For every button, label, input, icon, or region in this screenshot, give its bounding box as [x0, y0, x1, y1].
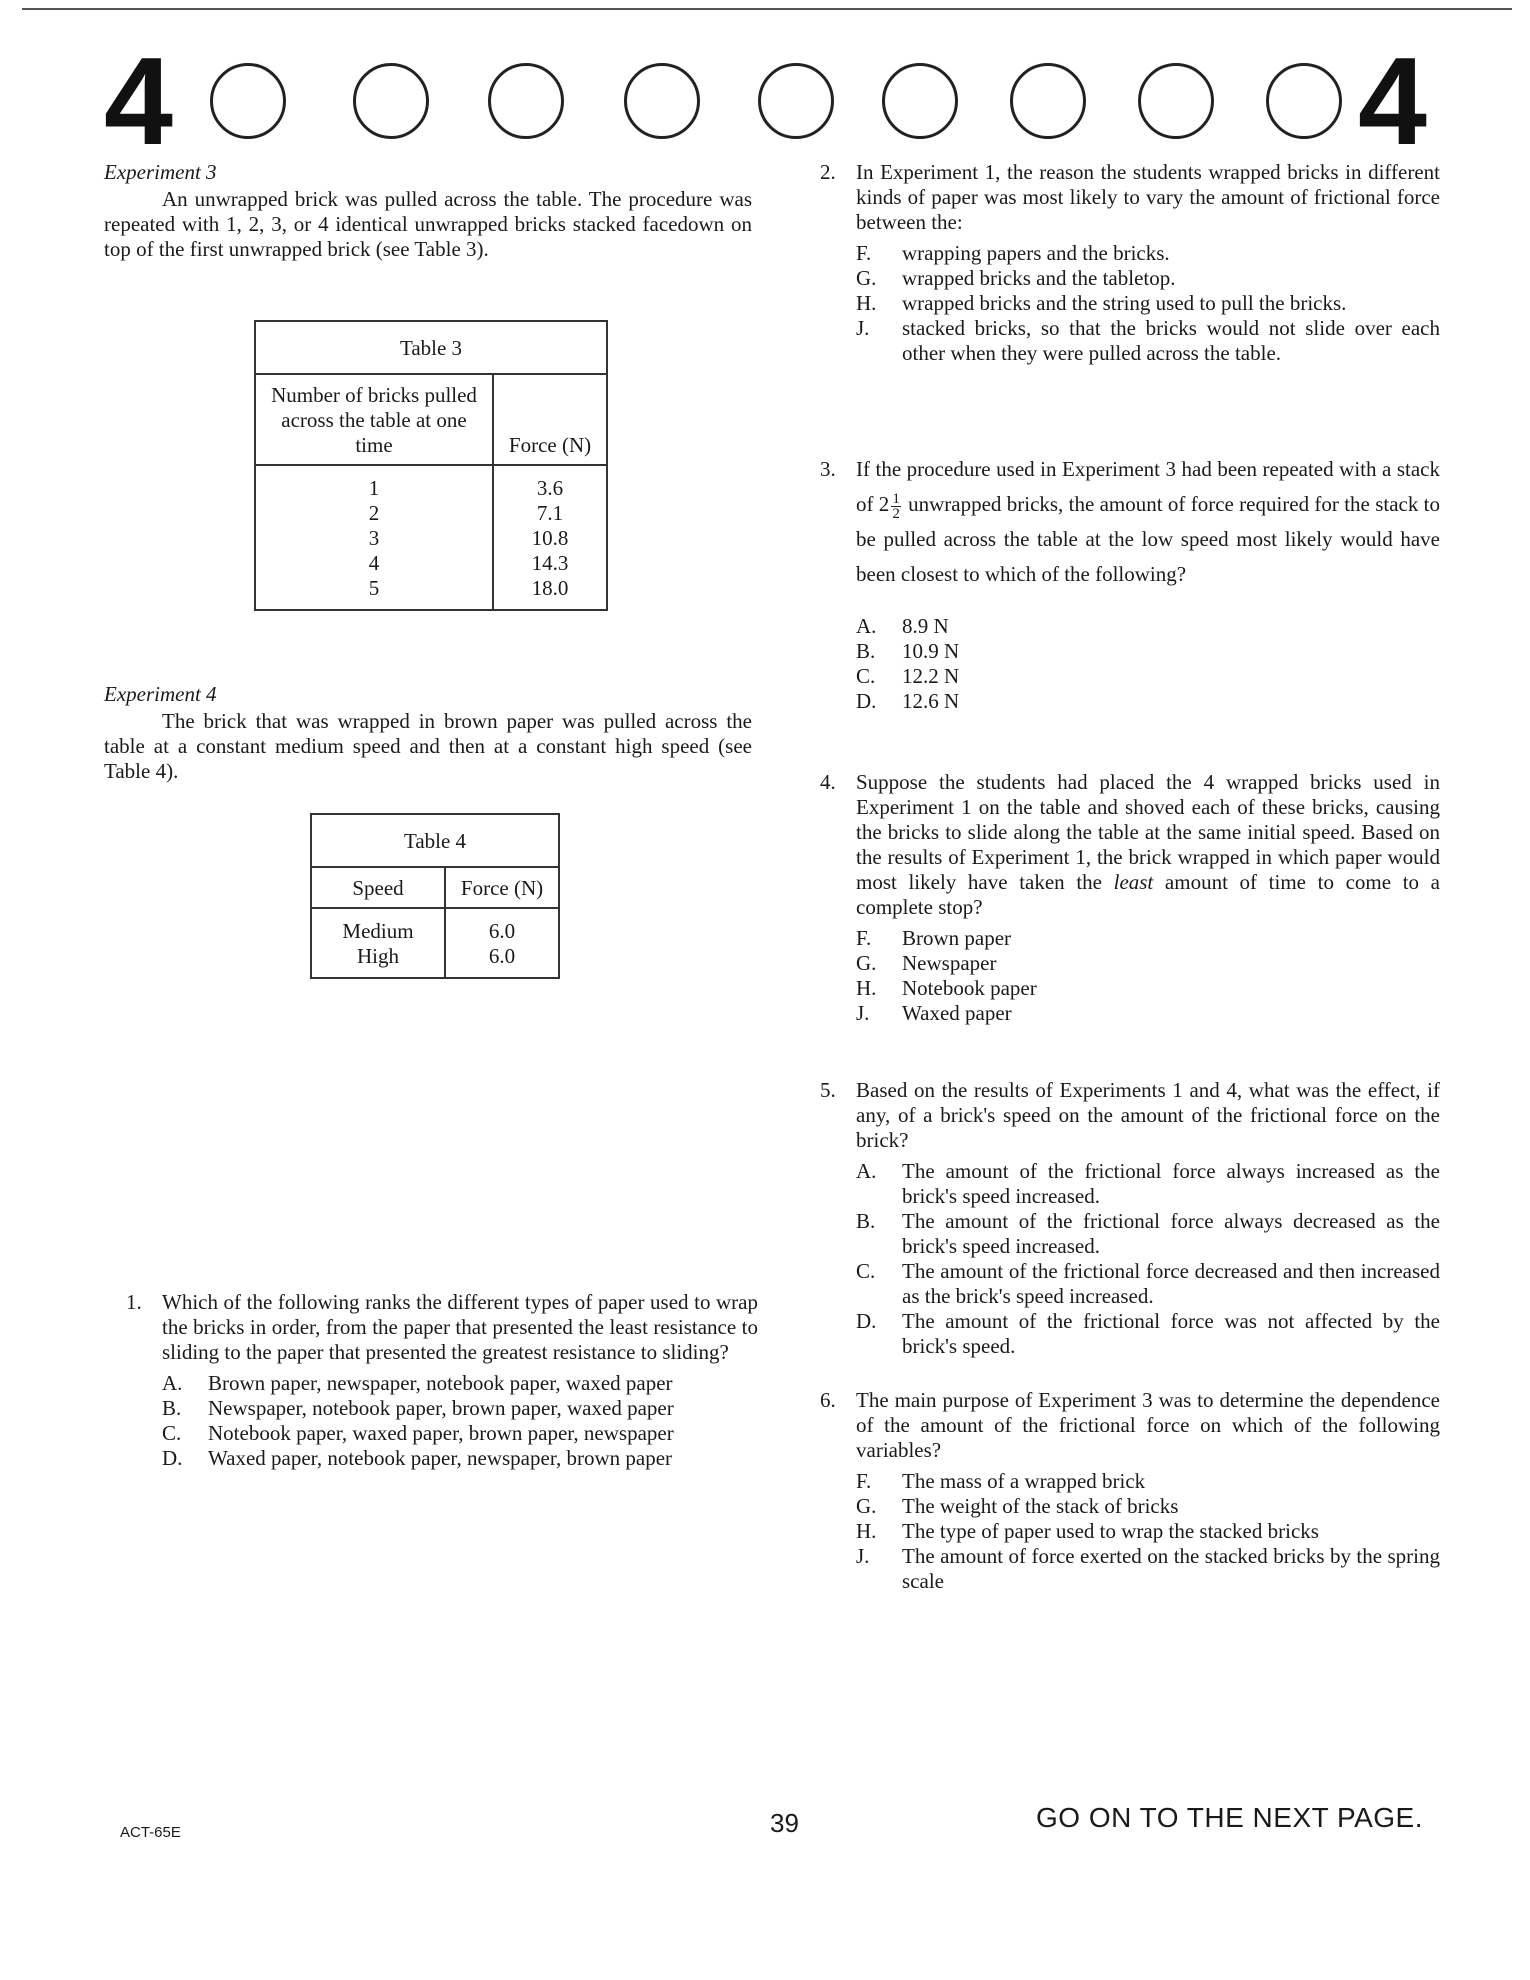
- option-text: Newspaper: [902, 951, 997, 975]
- table-3-force-column: [493, 465, 607, 610]
- option-letter: B.: [856, 1209, 876, 1233]
- question-number: 4.: [820, 770, 836, 794]
- decorative-circle: [1266, 63, 1342, 139]
- experiment-4-title: Experiment 4: [104, 682, 217, 706]
- experiment-4-text: The brick that was wrapped in brown paper was pulled across the table at a constant medium speed and then at a constant high speed (see Table 4).: [104, 709, 752, 783]
- option-letter: A.: [856, 1159, 877, 1183]
- option-text: wrapping papers and the bricks.: [902, 241, 1170, 265]
- next-page-notice: GO ON TO THE NEXT PAGE.: [1036, 1802, 1423, 1833]
- experiment-3-text: An unwrapped brick was pulled across the table. The procedure was repeated with 1, 2, 3, or 4 identical unwrapped bricks stacked facedown on top of the first unwrapped brick (see Table 3).: [104, 187, 752, 261]
- answer-option-j[interactable]: [856, 1544, 1440, 1594]
- table-4-speed-column: [311, 908, 445, 978]
- question-stem-part: amount of time to come to a complete stop?: [856, 870, 1440, 919]
- answer-option-h[interactable]: [856, 291, 1440, 316]
- question-stem: Which of the following ranks the different types of paper used to wrap the bricks in order, from the paper that presented the least resistance to sliding to the paper that presented the greatest resistance to sliding?: [162, 1290, 758, 1364]
- table-cell: 3: [368, 526, 380, 550]
- table-cell: 18.0: [531, 576, 569, 600]
- question-5: [820, 1078, 1440, 1359]
- answer-options: [856, 1159, 1440, 1359]
- option-letter: C.: [162, 1421, 182, 1445]
- answer-option-h[interactable]: [856, 1519, 1440, 1544]
- question-4: [820, 770, 1440, 1026]
- answer-option-f[interactable]: [856, 1469, 1440, 1494]
- question-stem-emphasis: least: [1113, 870, 1154, 894]
- answer-options: [856, 241, 1440, 366]
- table-4-force-column: [445, 908, 559, 978]
- experiment-3-title: Experiment 3: [104, 160, 217, 184]
- question-number: 1.: [126, 1290, 142, 1314]
- option-letter: G.: [856, 266, 877, 290]
- option-letter: D.: [856, 1309, 877, 1333]
- answer-option-b[interactable]: [856, 639, 1440, 664]
- table-3-bricks-column: [255, 465, 493, 610]
- option-letter: H.: [856, 976, 877, 1000]
- answer-option-j[interactable]: [856, 1001, 1440, 1026]
- table-cell: High: [357, 944, 399, 968]
- answer-option-d[interactable]: [856, 1309, 1440, 1359]
- option-letter: D.: [162, 1446, 183, 1470]
- question-stem: [856, 770, 1440, 920]
- option-text: The amount of the frictional force always increased as the brick's speed increased.: [902, 1159, 1440, 1208]
- question-stem: [856, 452, 1440, 592]
- fraction: [891, 492, 901, 521]
- decorative-circle: [1138, 63, 1214, 139]
- option-text: wrapped bricks and the string used to pull the bricks.: [902, 291, 1347, 315]
- table-cell: 6.0: [488, 919, 516, 943]
- option-text: Brown paper, newspaper, notebook paper, waxed paper: [208, 1371, 673, 1395]
- option-text: The amount of force exerted on the stacked bricks by the spring scale: [902, 1544, 1440, 1593]
- table-cell: 1: [368, 476, 380, 500]
- question-number: 3.: [820, 457, 836, 481]
- table-cell: 3.6: [536, 476, 564, 500]
- table-4-header-speed: Speed: [311, 867, 445, 908]
- table-cell: 10.8: [531, 526, 569, 550]
- question-stem: In Experiment 1, the reason the students wrapped bricks in different kinds of paper was most likely to vary the amount of frictional force between the:: [856, 160, 1440, 234]
- question-stem: The main purpose of Experiment 3 was to determine the dependence of the amount of the frictional force on which of the following variables?: [856, 1388, 1440, 1462]
- option-text: The amount of the frictional force decreased and then increased as the brick's speed increased.: [902, 1259, 1440, 1308]
- table-3-caption: Table 3: [255, 321, 607, 374]
- option-letter: A.: [856, 614, 877, 638]
- option-text: 8.9 N: [902, 614, 949, 638]
- question-6: [820, 1388, 1440, 1594]
- option-letter: J.: [856, 1544, 870, 1568]
- question-number: 2.: [820, 160, 836, 184]
- table-4-header-force: Force (N): [445, 867, 559, 908]
- answer-option-b[interactable]: [162, 1396, 758, 1421]
- option-text: 12.6 N: [902, 689, 960, 713]
- answer-circles-row: [210, 63, 1410, 143]
- table-cell: 7.1: [536, 501, 564, 525]
- page-number: 39: [770, 1808, 799, 1838]
- option-text: The amount of the frictional force always decreased as the brick's speed increased.: [902, 1209, 1440, 1258]
- option-letter: H.: [856, 1519, 877, 1543]
- answer-options: [162, 1371, 758, 1471]
- answer-option-c[interactable]: [162, 1421, 758, 1446]
- answer-option-g[interactable]: [856, 1494, 1440, 1519]
- answer-option-a[interactable]: [856, 1159, 1440, 1209]
- table-cell: 5: [368, 576, 380, 600]
- answer-option-a[interactable]: [856, 614, 1440, 639]
- question-2: [820, 160, 1440, 366]
- experiment-4-block: [104, 682, 752, 784]
- option-letter: B.: [856, 639, 876, 663]
- option-letter: G.: [856, 1494, 877, 1518]
- answer-option-a[interactable]: [162, 1371, 758, 1396]
- question-3: [820, 452, 1440, 714]
- decorative-circle: [758, 63, 834, 139]
- table-cell: 4: [368, 551, 380, 575]
- question-stem-part: unwrapped bricks, the amount of force required for the stack to be pulled across the table at the low speed most likely would have been closest to which of the following?: [856, 492, 1440, 586]
- top-rule: [22, 8, 1512, 10]
- answer-option-g[interactable]: [856, 951, 1440, 976]
- table-cell: 2: [368, 501, 380, 525]
- question-stem: Based on the results of Experiments 1 and 4, what was the effect, if any, of a brick's speed on the amount of the frictional force on the brick?: [856, 1078, 1440, 1152]
- option-letter: J.: [856, 316, 870, 340]
- answer-option-c[interactable]: [856, 1259, 1440, 1309]
- option-text: The mass of a wrapped brick: [902, 1469, 1146, 1493]
- option-text: Waxed paper: [902, 1001, 1012, 1025]
- table-cell: Medium: [342, 919, 414, 943]
- table-cell: 14.3: [531, 551, 569, 575]
- answer-option-g[interactable]: [856, 266, 1440, 291]
- section-number-left: 4: [104, 33, 173, 171]
- test-code: ACT-65E: [120, 1824, 181, 1841]
- answer-options: [856, 1469, 1440, 1594]
- decorative-circle: [1010, 63, 1086, 139]
- decorative-circle: [624, 63, 700, 139]
- decorative-circle: [882, 63, 958, 139]
- option-text: 10.9 N: [902, 639, 960, 663]
- question-1: [126, 1290, 758, 1471]
- answer-option-d[interactable]: [856, 689, 1440, 714]
- decorative-circle: [353, 63, 429, 139]
- table-3-header-force: Force (N): [493, 374, 607, 465]
- option-letter: C.: [856, 1259, 876, 1283]
- option-text: The amount of the frictional force was not affected by the brick's speed.: [902, 1309, 1440, 1358]
- option-text: Newspaper, notebook paper, brown paper, waxed paper: [208, 1396, 674, 1420]
- table-3: [254, 320, 608, 611]
- option-text: 12.2 N: [902, 664, 960, 688]
- experiment-3-block: [104, 160, 752, 262]
- answer-option-f[interactable]: [856, 241, 1440, 266]
- table-cell: 6.0: [488, 944, 516, 968]
- fraction-denominator: 2: [892, 505, 900, 522]
- answer-option-f[interactable]: [856, 926, 1440, 951]
- answer-options: [856, 614, 1440, 714]
- fraction-numerator: 1: [892, 490, 900, 507]
- table-3-header-bricks: Number of bricks pulled across the table at one time: [255, 374, 493, 465]
- option-letter: D.: [856, 689, 877, 713]
- answer-option-c[interactable]: [856, 664, 1440, 689]
- option-text: The weight of the stack of bricks: [902, 1494, 1179, 1518]
- option-text: The type of paper used to wrap the stacked bricks: [902, 1519, 1319, 1543]
- decorative-circle: [488, 63, 564, 139]
- option-letter: F.: [856, 926, 872, 950]
- option-letter: H.: [856, 291, 877, 315]
- option-letter: G.: [856, 951, 877, 975]
- answer-option-b[interactable]: [856, 1209, 1440, 1259]
- decorative-circle: [210, 63, 286, 139]
- option-letter: F.: [856, 1469, 872, 1493]
- option-letter: C.: [856, 664, 876, 688]
- option-text: Notebook paper, waxed paper, brown paper, newspaper: [208, 1421, 674, 1445]
- section-number-right: 4: [1358, 33, 1427, 171]
- option-letter: F.: [856, 241, 872, 265]
- option-text: wrapped bricks and the tabletop.: [902, 266, 1176, 290]
- option-letter: B.: [162, 1396, 182, 1420]
- answer-option-j[interactable]: [856, 316, 1440, 366]
- table-4: [310, 813, 560, 979]
- answer-option-h[interactable]: [856, 976, 1440, 1001]
- question-stem-part: If the procedure used in Experiment 3 had been repeated with a stack of 2: [856, 457, 1440, 516]
- option-text: Waxed paper, notebook paper, newspaper, brown paper: [208, 1446, 673, 1470]
- question-number: 5.: [820, 1078, 836, 1102]
- option-text: Brown paper: [902, 926, 1012, 950]
- table-4-caption: Table 4: [311, 814, 559, 867]
- answer-options: [856, 926, 1440, 1026]
- question-number: 6.: [820, 1388, 836, 1412]
- answer-option-d[interactable]: [162, 1446, 758, 1471]
- option-text: Notebook paper: [902, 976, 1037, 1000]
- question-stem-part: Suppose the students had placed the 4 wrapped bricks used in Experiment 1 on the table and shoved each of these bricks, causing the bricks to slide along the table at the same initial speed. Based on the results of Experiment 1, the brick wrapped in which paper would most likely have taken the: [856, 770, 1440, 894]
- option-letter: J.: [856, 1001, 870, 1025]
- option-letter: A.: [162, 1371, 183, 1395]
- option-text: stacked bricks, so that the bricks would not slide over each other when they were pulled across the table.: [902, 316, 1440, 365]
